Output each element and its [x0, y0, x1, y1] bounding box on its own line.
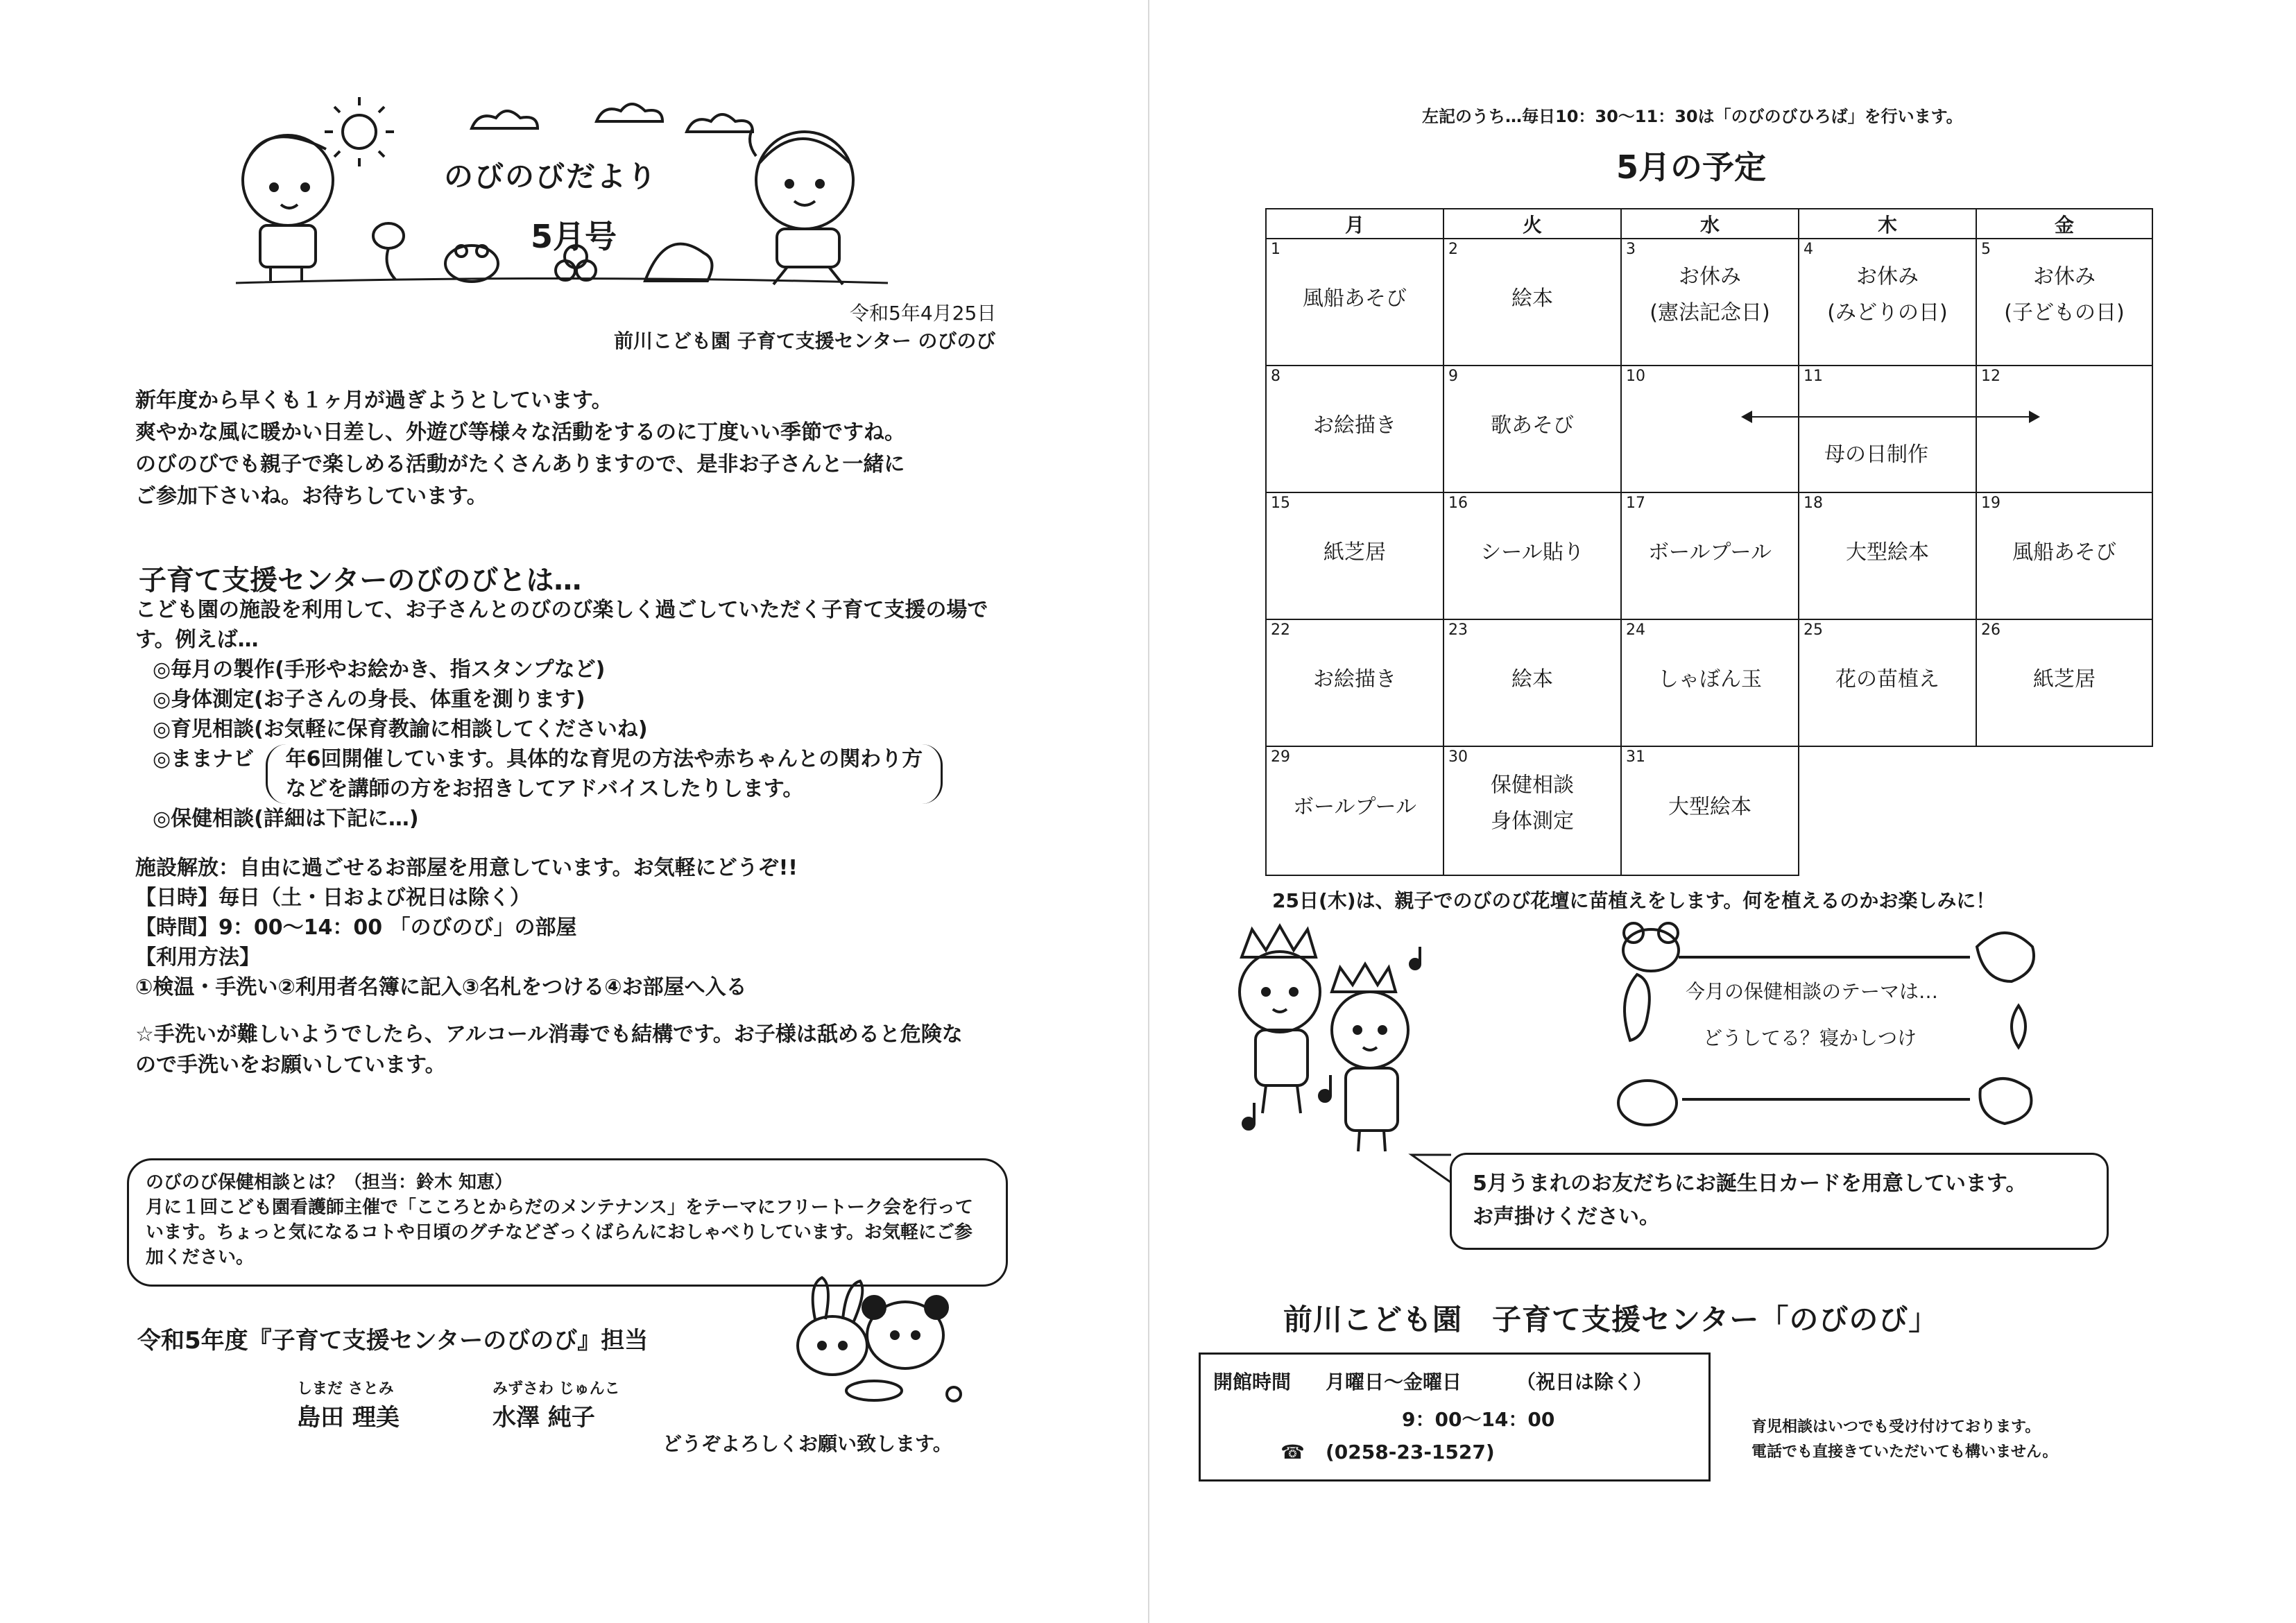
newsletter-issue: 5月号: [531, 218, 617, 255]
calendar-cell: [1976, 365, 2153, 493]
calendar-cell: [1265, 619, 1444, 747]
health-consult-box: [127, 1158, 1008, 1287]
mama-navi-label: ◎ままナビ: [153, 747, 255, 771]
facility-section: [135, 853, 798, 1002]
hiroba-note: 左記のうち…毎日10：30～11：30は「のびのびひろば」を行います。: [1422, 107, 1963, 126]
calendar-cell: [1265, 492, 1444, 620]
calendar-event: 大型絵本: [1846, 540, 1929, 565]
staff-title: 令和5年度『子育て支援センターのびのび』担当: [137, 1327, 649, 1355]
calendar-event: 歌あそび: [1491, 413, 1574, 438]
planting-note: 25日(木)は、親子でのびのび花壇に苗植えをします。何を植えるのかお楽しみに！: [1272, 889, 1996, 912]
calendar-cell: [1443, 238, 1622, 366]
newsletter-title: のびのびだより: [444, 160, 658, 194]
staff-ruby: しまだ さとみ: [297, 1380, 394, 1398]
theme-question: 今月の保健相談のテーマは…: [1686, 980, 1939, 1003]
calendar-cell: [1798, 238, 1977, 366]
calendar-cell: [1265, 746, 1444, 876]
day-number: 23: [1448, 621, 1468, 639]
footer-title: 前川こども園 子育て支援センター「のびのび」: [1283, 1303, 1939, 1337]
weekday-header: 木: [1798, 208, 1977, 239]
animals-illustration: [777, 1269, 985, 1408]
calendar-event: 風船あそび: [1303, 286, 1407, 311]
hours-days: 月曜日～金曜日: [1326, 1371, 1462, 1393]
calendar-event: お絵描き: [1313, 667, 1396, 692]
day-number: 29: [1271, 748, 1290, 766]
calendar-cell: [1265, 365, 1444, 493]
day-number: 22: [1271, 621, 1290, 639]
about-section: [135, 595, 988, 834]
day-number: 15: [1271, 495, 1290, 512]
facility-line: 施設解放：自由に過ごせるお部屋を用意しています。お気軽にどうぞ!!: [135, 856, 798, 880]
weekday-header: 火: [1443, 208, 1622, 239]
calendar-event: (憲法記念日): [1650, 300, 1770, 325]
day-number: 24: [1626, 621, 1645, 639]
consult-note: [1751, 1415, 2057, 1465]
facility-line: 【利用方法】: [135, 945, 260, 970]
intro-line: ご参加下さいね。お待ちしています。: [135, 484, 488, 508]
calendar-cell: [1798, 492, 1977, 620]
weekday-header: 金: [1976, 208, 2153, 239]
mama-navi-detail: [266, 744, 943, 804]
about-line: す。例えば…: [135, 628, 259, 652]
day-number: 10: [1626, 368, 1645, 385]
staff-name: 島田 理美: [297, 1404, 400, 1432]
mama-navi-line: などを講師の方をお招きしてアドバイスしたりします。: [285, 777, 804, 801]
newsletter-date: 令和5年4月25日: [850, 302, 997, 325]
newsletter-org: 前川こども園 子育て支援センター のびのび: [614, 329, 996, 352]
birthday-line: お声掛けください。: [1473, 1205, 1660, 1229]
may-calendar: [1267, 208, 2153, 877]
calendar-cell: [1976, 619, 2153, 747]
calendar-cell: [1798, 365, 1977, 493]
staff-member: [297, 1377, 400, 1432]
calendar-event: ボールプール: [1648, 540, 1772, 565]
facility-line: 【時間】9：00～14：00 「のびのび」の部屋: [135, 916, 577, 940]
about-item: ◎育児相談(お気軽に保育教諭に相談してくださいね): [153, 717, 648, 741]
weekday-header: 水: [1620, 208, 1799, 239]
intro-paragraph: [135, 385, 905, 513]
day-number: 30: [1448, 748, 1468, 766]
health-box-line: 月に１回こども園看護師主催で「こころとからだのメンテナンス」をテーマにフリートーク会を行って: [146, 1197, 973, 1218]
opening-hours-box: [1199, 1352, 1711, 1482]
calendar-event: 絵本: [1511, 286, 1553, 311]
header-illustration: [208, 97, 1179, 305]
day-number: 19: [1981, 495, 2001, 512]
calendar-event: 保健相談: [1491, 773, 1574, 798]
facility-line: 【日時】毎日（土・日および祝日は除く）: [135, 886, 531, 910]
calendar-event: (みどりの日): [1827, 300, 1948, 325]
calendar-event: しゃぼん玉: [1658, 667, 1762, 692]
birthday-line: 5月うまれのお友だちにお誕生日カードを用意しています。: [1473, 1171, 2027, 1196]
span-arrow-line: [1745, 416, 2036, 418]
health-box-line: 加ください。: [146, 1247, 255, 1268]
calendar-cell: [1443, 746, 1622, 876]
facility-line: ①検温・手洗い②利用者名簿に記入③名札をつける④お部屋へ入る: [135, 975, 747, 999]
mama-navi-item: [135, 744, 988, 804]
calendar-cell: [1620, 238, 1799, 366]
day-number: 5: [1981, 241, 1991, 258]
calendar-event: 花の苗植え: [1835, 667, 1939, 692]
calendar-cell: [1620, 365, 1799, 493]
day-number: 17: [1626, 495, 1645, 512]
intro-line: 爽やかな風に暖かい日差し、外遊び等様々な活動をするのに丁度いい季節ですね。: [135, 420, 905, 445]
day-number: 16: [1448, 495, 1468, 512]
calendar-cell: [1976, 238, 2153, 366]
day-number: 3: [1626, 241, 1636, 258]
schedule-title: 5月の予定: [1616, 148, 1767, 186]
calendar-cell: [1976, 492, 2153, 620]
calendar-event: 絵本: [1511, 667, 1553, 692]
about-item: ◎身体測定(お子さんの身長、体重を測ります): [153, 687, 585, 712]
staff-ruby: みずさわ じゅんこ: [492, 1380, 620, 1398]
boy-character-icon: [750, 128, 853, 284]
staff-name: 水澤 純子: [492, 1404, 595, 1432]
calendar-event: ボールプール: [1293, 794, 1416, 819]
note-line: ので手洗いをお願いしています。: [135, 1053, 446, 1077]
day-number: 8: [1271, 368, 1280, 385]
day-number: 2: [1448, 241, 1458, 258]
calendar-event: 大型絵本: [1668, 794, 1751, 819]
calendar-span-event: 母の日制作: [1824, 443, 1928, 467]
health-box-line: のびのび保健相談とは？（担当：鈴木 知恵）: [146, 1172, 513, 1193]
day-number: 9: [1448, 368, 1458, 385]
cloud-icon: [472, 104, 753, 132]
note-line: ☆手洗いが難しいようでしたら、アルコール消毒でも結構です。お子様は舐めると危険な: [135, 1022, 963, 1047]
girl-character-icon: [243, 135, 333, 281]
calendar-event: お休み: [1679, 264, 1741, 289]
staff-member: [492, 1377, 620, 1432]
calendar-cell: [1265, 238, 1444, 366]
calendar-cell: [1443, 365, 1622, 493]
about-item: ◎毎月の製作(手形やお絵かき、指スタンプなど): [153, 658, 606, 682]
day-number: 4: [1804, 241, 1813, 258]
phone-number[interactable]: (0258-23-1527): [1326, 1441, 1495, 1463]
calendar-event: 風船あそび: [2012, 540, 2116, 565]
weekday-header: 月: [1265, 208, 1444, 239]
phone-icon: ☎: [1280, 1441, 1305, 1463]
calendar-event: シール貼り: [1480, 540, 1584, 565]
intro-line: 新年度から早くも１ヶ月が過ぎようとしています。: [135, 388, 612, 413]
day-number: 25: [1804, 621, 1823, 639]
day-number: 1: [1271, 241, 1280, 258]
day-number: 31: [1626, 748, 1645, 766]
calendar-event: お休み: [2033, 264, 2096, 289]
birthday-card-note: [1450, 1153, 2109, 1250]
consult-line: 育児相談はいつでも受け付けております。: [1751, 1418, 2041, 1436]
day-number: 11: [1804, 368, 1823, 385]
calendar-event: (子どもの日): [2004, 300, 2125, 325]
calendar-event: お休み: [1856, 264, 1919, 289]
calendar-cell: [1620, 746, 1799, 876]
intro-line: のびのびでも親子で楽しめる活動がたくさんありますので、是非お子さんと一緒に: [135, 452, 905, 476]
calendar-cell: [1443, 492, 1622, 620]
calendar-cell: [1620, 619, 1799, 747]
mama-navi-line: 年6回開催しています。具体的な育児の方法や赤ちゃんとの関わり方: [285, 747, 923, 771]
calendar-event: お絵描き: [1313, 413, 1396, 438]
closing-text: どうぞよろしくお願い致します。: [662, 1432, 952, 1455]
day-number: 18: [1804, 495, 1823, 512]
calendar-cell: [1798, 619, 1977, 747]
theme-answer: どうしてる？寝かしつけ: [1703, 1027, 1917, 1049]
about-item: ◎保健相談(詳細は下記に…): [153, 807, 419, 831]
about-heading: 子育て支援センターのびのびとは…: [139, 565, 582, 596]
hours-time: 9：00～14：00: [1402, 1408, 1555, 1431]
health-box-line: います。ちょっと気になるコトや日頃のグチなどざっくばらんにおしゃべりしています。お気軽にご参: [146, 1222, 973, 1243]
handwash-note: [135, 1020, 963, 1081]
calendar-event: 紙芝居: [1323, 540, 1386, 565]
calendar-event: 紙芝居: [2033, 667, 2096, 692]
calendar-cell: [1443, 619, 1622, 747]
day-number: 12: [1981, 368, 2001, 385]
king-queen-illustration: [1221, 916, 1450, 1165]
about-line: こども園の施設を利用して、お子さんとのびのび楽しく過ごしていただく子育て支援の場で: [135, 598, 988, 622]
calendar-event: 身体測定: [1491, 809, 1574, 834]
day-number: 26: [1981, 621, 2001, 639]
consult-line: 電話でも直接きていただいても構いません。: [1751, 1443, 2058, 1461]
arrow-right-icon: [2029, 411, 2040, 423]
calendar-cell: [1620, 492, 1799, 620]
sun-icon: [325, 97, 394, 166]
hours-label: 開館時間: [1213, 1371, 1292, 1393]
hours-holiday: （祝日は除く）: [1516, 1371, 1653, 1393]
